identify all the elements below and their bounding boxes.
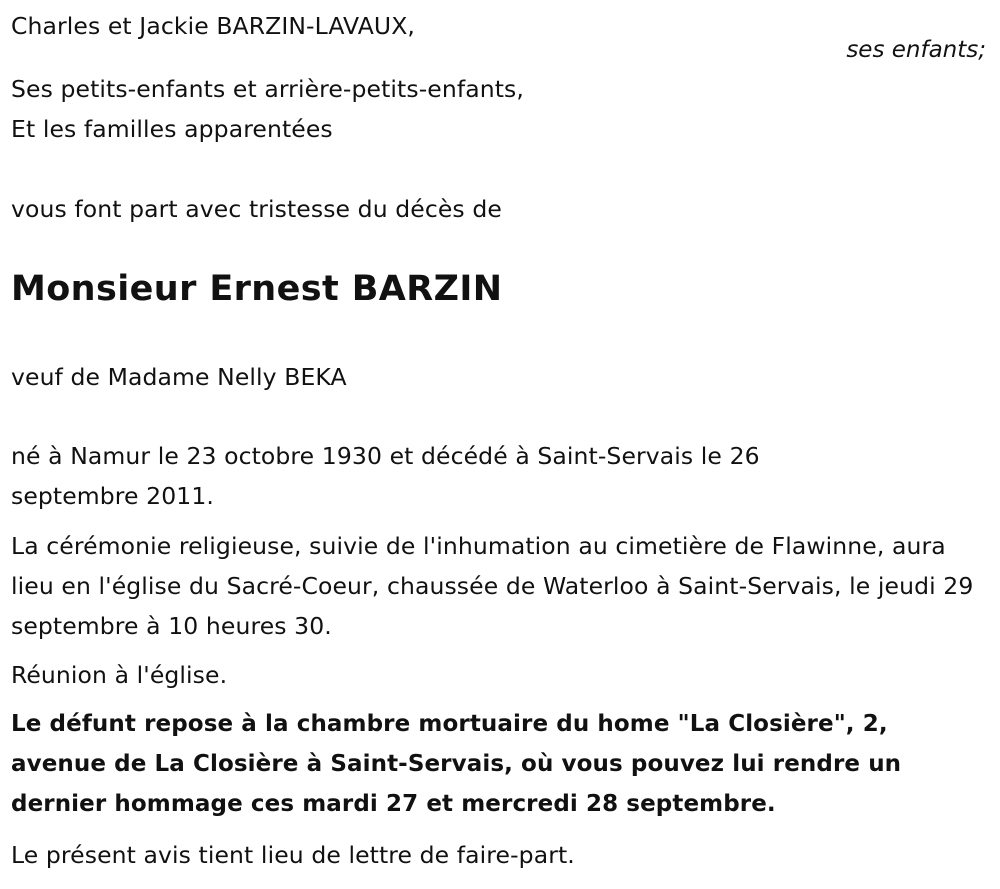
- children-role: ses enfants;: [846, 37, 986, 63]
- meeting-line: Réunion à l'église.: [11, 661, 228, 689]
- deceased-name: Monsieur Ernest BARZIN: [11, 269, 503, 309]
- announcement-line: vous font part avec tristesse du décès de: [11, 195, 502, 223]
- widower-line: veuf de Madame Nelly BEKA: [11, 363, 347, 391]
- visitation-paragraph: Le défunt repose à la chambre mortuaire du home "La Closière", 2, avenue de La Closière à Saint-Servais, où vous pouvez lui rendre un dernier hommage ces mardi 27 et mercredi 28 septembre.: [11, 711, 902, 817]
- children-names: Charles et Jackie BARZIN-LAVAUX,: [11, 12, 415, 40]
- families-line: Et les familles apparentées: [11, 115, 333, 143]
- birth-death-paragraph: né à Namur le 23 octobre 1930 et décédé à Saint-Servais le 26 septembre 2011.: [11, 442, 760, 510]
- closing-line: Le présent avis tient lieu de lettre de faire-part.: [11, 841, 575, 869]
- grandchildren-line: Ses petits-enfants et arrière-petits-enfants,: [11, 75, 524, 103]
- ceremony-paragraph: La cérémonie religieuse, suivie de l'inhumation au cimetière de Flawinne, aura lieu en l'église du Sacré-Coeur, chaussée de Waterloo à Saint-Servais, le jeudi 29 septembre à 10 heures 30.: [11, 532, 974, 640]
